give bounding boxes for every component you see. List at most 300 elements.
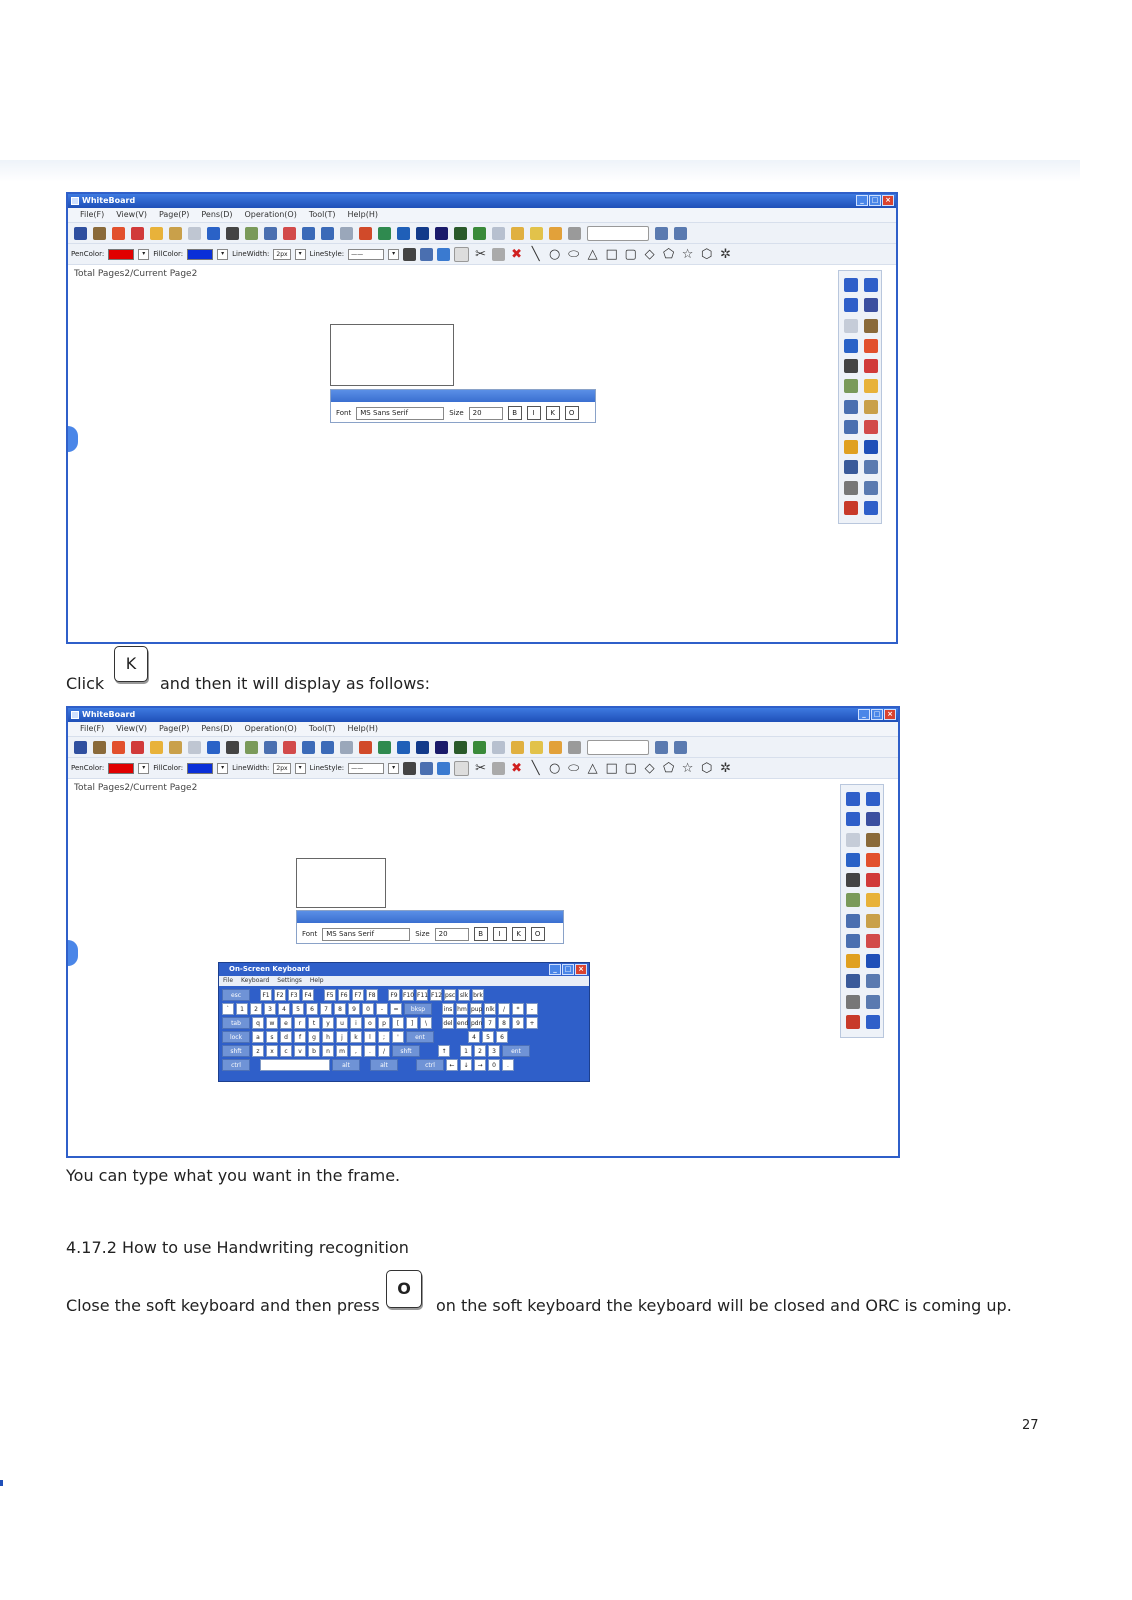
- line-style-dropdown[interactable]: ▾: [388, 763, 399, 774]
- keyboard-key[interactable]: .: [364, 1045, 376, 1057]
- laser-icon[interactable]: [359, 741, 372, 754]
- triangle-icon[interactable]: △: [587, 760, 598, 776]
- keyboard-key[interactable]: F2: [274, 989, 286, 1001]
- keyboard-key[interactable]: /: [498, 1003, 510, 1015]
- gear-shape-icon[interactable]: ✲: [720, 246, 732, 262]
- size-select[interactable]: 20: [435, 928, 469, 941]
- undo-icon[interactable]: [844, 278, 858, 292]
- pen-icon[interactable]: [864, 298, 878, 312]
- keyboard-key[interactable]: ent: [502, 1045, 530, 1057]
- sync-icon[interactable]: [674, 227, 687, 240]
- keyboard-key[interactable]: u: [336, 1017, 348, 1029]
- select-icon[interactable]: [844, 298, 858, 312]
- keyboard-key[interactable]: ]: [406, 1017, 418, 1029]
- keyboard-key[interactable]: slk: [458, 989, 470, 1001]
- keyboard-key[interactable]: pdn: [470, 1017, 482, 1029]
- exit-icon[interactable]: [844, 501, 858, 515]
- font-select[interactable]: MS Sans Serif: [322, 928, 410, 941]
- keyboard-key[interactable]: 8: [334, 1003, 346, 1015]
- new-page-icon[interactable]: [864, 420, 878, 434]
- keyboard-key[interactable]: F12: [430, 989, 442, 1001]
- line-style-select[interactable]: ——: [348, 249, 384, 260]
- keyboard-key[interactable]: 2: [474, 1045, 486, 1057]
- keyboard-key[interactable]: bksp: [404, 1003, 432, 1015]
- search-input[interactable]: [587, 740, 649, 755]
- background-icon[interactable]: [846, 914, 860, 928]
- screen-icon[interactable]: [844, 359, 858, 373]
- diamond-icon[interactable]: ◇: [644, 246, 655, 262]
- keyboard-key[interactable]: ctrl: [416, 1059, 444, 1071]
- keyboard-key[interactable]: h: [322, 1031, 334, 1043]
- new-page-icon[interactable]: [283, 741, 296, 754]
- keyboard-key[interactable]: -: [526, 1003, 538, 1015]
- rounded-rect-icon[interactable]: ▢: [624, 760, 637, 776]
- keyboard-key[interactable]: end: [456, 1017, 468, 1029]
- ellipse-icon[interactable]: ⬭: [568, 760, 580, 776]
- image-icon[interactable]: [844, 379, 858, 393]
- triangle-ruler-icon[interactable]: [530, 741, 543, 754]
- keyboard-key[interactable]: ,: [350, 1045, 362, 1057]
- brush-icon[interactable]: [93, 227, 106, 240]
- rotate-icon[interactable]: [866, 1015, 880, 1029]
- keyboard-key[interactable]: 3: [264, 1003, 276, 1015]
- keyboard-key[interactable]: ': [392, 1031, 404, 1043]
- keyboard-key[interactable]: brk: [472, 989, 484, 1001]
- delete-page-icon[interactable]: [340, 227, 353, 240]
- keyboard-key[interactable]: *: [512, 1003, 524, 1015]
- rect-fill-icon[interactable]: [844, 339, 858, 353]
- new-page-icon[interactable]: [283, 227, 296, 240]
- hexagon-icon[interactable]: ⬡: [700, 246, 713, 262]
- delete-icon[interactable]: ✖: [511, 246, 523, 262]
- edit-icon[interactable]: [420, 248, 433, 261]
- sync-icon[interactable]: [674, 741, 687, 754]
- square-icon[interactable]: □: [605, 760, 618, 776]
- fill-color-dropdown[interactable]: ▾: [217, 249, 228, 260]
- board-icon[interactable]: [416, 227, 429, 240]
- image-icon[interactable]: [245, 741, 258, 754]
- pen-icon[interactable]: [866, 812, 880, 826]
- stamp-icon[interactable]: [437, 762, 450, 775]
- keyboard-menu-keyboard[interactable]: Keyboard: [241, 977, 270, 984]
- font-select[interactable]: MS Sans Serif: [356, 407, 444, 420]
- keyboard-key[interactable]: s: [266, 1031, 278, 1043]
- maximize-button[interactable]: □: [869, 195, 881, 206]
- menu-tool[interactable]: Tool(T): [308, 210, 336, 219]
- side-panel-tab[interactable]: [68, 426, 78, 452]
- keyboard-key[interactable]: 4: [468, 1031, 480, 1043]
- keyboard-key[interactable]: F3: [288, 989, 300, 1001]
- keyboard-key[interactable]: ctrl: [222, 1059, 250, 1071]
- record-icon[interactable]: [397, 227, 410, 240]
- pen-color-swatch[interactable]: [108, 249, 134, 260]
- black-board-icon[interactable]: [435, 227, 448, 240]
- circle-icon[interactable]: ○: [548, 246, 561, 262]
- palette-icon[interactable]: [112, 741, 125, 754]
- keyboard-key[interactable]: o: [364, 1017, 376, 1029]
- keyboard-key[interactable]: x: [266, 1045, 278, 1057]
- side-panel-tab[interactable]: [68, 940, 78, 966]
- keyboard-key[interactable]: 5: [292, 1003, 304, 1015]
- highlighter-icon[interactable]: [150, 741, 163, 754]
- keyboard-key[interactable]: e: [280, 1017, 292, 1029]
- keyboard-key[interactable]: 9: [348, 1003, 360, 1015]
- fill-color-swatch[interactable]: [187, 249, 213, 260]
- keyboard-key[interactable]: +: [526, 1017, 538, 1029]
- italic-button[interactable]: I: [527, 406, 541, 420]
- keyboard-key[interactable]: F1: [260, 989, 272, 1001]
- capture-icon[interactable]: [378, 741, 391, 754]
- menu-operation[interactable]: Operation(O): [244, 724, 297, 733]
- spacebar-key[interactable]: [260, 1059, 330, 1071]
- edit-icon[interactable]: [846, 934, 860, 948]
- keyboard-key[interactable]: 6: [496, 1031, 508, 1043]
- record-icon[interactable]: [397, 741, 410, 754]
- search-input[interactable]: [587, 226, 649, 241]
- keyboard-key[interactable]: F5: [324, 989, 336, 1001]
- keyboard-key[interactable]: 2: [250, 1003, 262, 1015]
- line-width-dropdown[interactable]: ▾: [295, 249, 306, 260]
- keyboard-key[interactable]: z: [252, 1045, 264, 1057]
- keyboard-key[interactable]: 0: [488, 1059, 500, 1071]
- redo-icon[interactable]: [866, 792, 880, 806]
- pen-icon[interactable]: [74, 741, 87, 754]
- prev-page-icon[interactable]: [302, 227, 315, 240]
- keyboard-key[interactable]: n: [322, 1045, 334, 1057]
- delete-icon[interactable]: ✖: [511, 760, 523, 776]
- menu-operation[interactable]: Operation(O): [244, 210, 297, 219]
- keyboard-key[interactable]: q: [252, 1017, 264, 1029]
- text-frame[interactable]: [296, 858, 386, 908]
- star-icon[interactable]: ☆: [681, 760, 694, 776]
- diamond-icon[interactable]: ◇: [644, 760, 655, 776]
- edit-icon[interactable]: [844, 420, 858, 434]
- close-button[interactable]: ×: [882, 195, 894, 206]
- laser-icon[interactable]: [359, 227, 372, 240]
- keyboard-minimize-button[interactable]: _: [549, 964, 561, 975]
- line-width-dropdown[interactable]: ▾: [295, 763, 306, 774]
- next-page-icon[interactable]: [321, 741, 334, 754]
- keyboard-key[interactable]: b: [308, 1045, 320, 1057]
- italic-button[interactable]: I: [493, 927, 507, 941]
- keyboard-key[interactable]: 1: [236, 1003, 248, 1015]
- keyboard-key[interactable]: 7: [484, 1017, 496, 1029]
- keyboard-menu-help[interactable]: Help: [309, 977, 324, 984]
- keyboard-key[interactable]: tab: [222, 1017, 250, 1029]
- pencil-icon[interactable]: [864, 400, 878, 414]
- menu-view[interactable]: View(V): [116, 210, 147, 219]
- palette-icon[interactable]: [112, 227, 125, 240]
- keyboard-key[interactable]: t: [308, 1017, 320, 1029]
- black-board-icon[interactable]: [435, 741, 448, 754]
- highlighter-icon[interactable]: [864, 379, 878, 393]
- ocr-button[interactable]: O: [531, 927, 545, 941]
- copy-icon[interactable]: [454, 761, 469, 776]
- keyboard-key[interactable]: ↓: [460, 1059, 472, 1071]
- paste-icon[interactable]: [492, 248, 505, 261]
- menu-pens[interactable]: Pens(D): [201, 724, 233, 733]
- keyboard-key[interactable]: lock: [222, 1031, 250, 1043]
- menu-file[interactable]: File(F): [80, 210, 105, 219]
- copy-icon[interactable]: [454, 247, 469, 262]
- pencil-icon[interactable]: [169, 741, 182, 754]
- marker-icon[interactable]: [131, 741, 144, 754]
- background-icon[interactable]: [264, 741, 277, 754]
- eraser-icon[interactable]: [188, 741, 201, 754]
- stamp-icon[interactable]: [437, 248, 450, 261]
- keyboard-key[interactable]: F4: [302, 989, 314, 1001]
- keyboard-key[interactable]: a: [252, 1031, 264, 1043]
- keyboard-key[interactable]: ;: [378, 1031, 390, 1043]
- keyboard-key[interactable]: F7: [352, 989, 364, 1001]
- keyboard-key[interactable]: m: [336, 1045, 348, 1057]
- keyboard-key[interactable]: r: [294, 1017, 306, 1029]
- zoom-out-icon[interactable]: [866, 995, 880, 1009]
- marker-icon[interactable]: [131, 227, 144, 240]
- trash-icon[interactable]: [403, 248, 416, 261]
- line-icon[interactable]: ╲: [531, 760, 540, 776]
- keyboard-key[interactable]: 6: [306, 1003, 318, 1015]
- board-icon[interactable]: [416, 741, 429, 754]
- background-icon[interactable]: [264, 227, 277, 240]
- shape-icon[interactable]: [492, 227, 505, 240]
- keyboard-key[interactable]: F6: [338, 989, 350, 1001]
- keyboard-key[interactable]: 5: [482, 1031, 494, 1043]
- pen-color-dropdown[interactable]: ▾: [138, 249, 149, 260]
- square-icon[interactable]: □: [605, 246, 618, 262]
- settings-icon[interactable]: [844, 440, 858, 454]
- keyboard-key[interactable]: F8: [366, 989, 378, 1001]
- highlighter-icon[interactable]: [150, 227, 163, 240]
- keyboard-key[interactable]: k: [350, 1031, 362, 1043]
- keyboard-key[interactable]: c: [280, 1045, 292, 1057]
- keyboard-key[interactable]: F10: [402, 989, 414, 1001]
- delete-page-icon[interactable]: [340, 741, 353, 754]
- keyboard-key[interactable]: f: [294, 1031, 306, 1043]
- brush-icon[interactable]: [93, 741, 106, 754]
- keyboard-button[interactable]: K: [546, 406, 560, 420]
- clock-icon[interactable]: [473, 227, 486, 240]
- keyboard-key[interactable]: 1: [460, 1045, 472, 1057]
- brush-icon[interactable]: [866, 833, 880, 847]
- gear-shape-icon[interactable]: ✲: [720, 760, 732, 776]
- keyboard-key[interactable]: del: [442, 1017, 454, 1029]
- keyboard-key[interactable]: `: [222, 1003, 234, 1015]
- capture-icon[interactable]: [844, 460, 858, 474]
- arrow-icon[interactable]: [454, 741, 467, 754]
- highlighter-icon[interactable]: [866, 893, 880, 907]
- keyboard-key[interactable]: p: [378, 1017, 390, 1029]
- arrow-icon[interactable]: [454, 227, 467, 240]
- keyboard-key[interactable]: alt: [370, 1059, 398, 1071]
- fill-color-swatch[interactable]: [187, 763, 213, 774]
- keyboard-menu-file[interactable]: File: [223, 977, 234, 984]
- settings-icon[interactable]: [846, 954, 860, 968]
- bold-button[interactable]: B: [474, 927, 488, 941]
- prev-page-icon[interactable]: [302, 741, 315, 754]
- keyboard-key[interactable]: l: [364, 1031, 376, 1043]
- keyboard-key[interactable]: ins: [442, 1003, 454, 1015]
- shape-icon[interactable]: [492, 741, 505, 754]
- pen-icon[interactable]: [74, 227, 87, 240]
- close-button[interactable]: ×: [884, 709, 896, 720]
- select-icon[interactable]: [846, 812, 860, 826]
- ocr-button[interactable]: O: [565, 406, 579, 420]
- keyboard-key[interactable]: 7: [320, 1003, 332, 1015]
- circle-icon[interactable]: ○: [548, 760, 561, 776]
- minimize-button[interactable]: _: [856, 195, 868, 206]
- keyboard-key[interactable]: shft: [222, 1045, 250, 1057]
- keyboard-key[interactable]: g: [308, 1031, 320, 1043]
- marker-icon[interactable]: [864, 359, 878, 373]
- keyboard-key[interactable]: F11: [416, 989, 428, 1001]
- eraser-icon[interactable]: [188, 227, 201, 240]
- keyboard-key[interactable]: d: [280, 1031, 292, 1043]
- capture-icon[interactable]: [378, 227, 391, 240]
- keyboard-close-button[interactable]: ×: [575, 964, 587, 975]
- image-icon[interactable]: [245, 227, 258, 240]
- keyboard-key[interactable]: .: [502, 1059, 514, 1071]
- minimize-button[interactable]: _: [858, 709, 870, 720]
- next-page-icon[interactable]: [321, 227, 334, 240]
- keyboard-key[interactable]: ↑: [438, 1045, 450, 1057]
- pentagon-icon[interactable]: ⬠: [662, 246, 675, 262]
- menu-page[interactable]: Page(P): [158, 210, 190, 219]
- hand-icon[interactable]: [846, 995, 860, 1009]
- keyboard-key[interactable]: 0: [362, 1003, 374, 1015]
- zoom-icon[interactable]: [655, 741, 668, 754]
- keyboard-key[interactable]: /: [378, 1045, 390, 1057]
- eraser-icon[interactable]: [846, 833, 860, 847]
- keyboard-key[interactable]: nlk: [484, 1003, 496, 1015]
- menu-help[interactable]: Help(H): [347, 210, 379, 219]
- trash-icon[interactable]: [403, 762, 416, 775]
- keyboard-key[interactable]: j: [336, 1031, 348, 1043]
- keyboard-key[interactable]: psc: [444, 989, 456, 1001]
- keyboard-key[interactable]: →: [474, 1059, 486, 1071]
- line-style-dropdown[interactable]: ▾: [388, 249, 399, 260]
- keyboard-key[interactable]: pup: [470, 1003, 482, 1015]
- keyboard-key[interactable]: alt: [332, 1059, 360, 1071]
- keyboard-key[interactable]: \: [420, 1017, 432, 1029]
- keyboard-menu-settings[interactable]: Settings: [277, 977, 302, 984]
- undo-icon[interactable]: [846, 792, 860, 806]
- new-page-icon[interactable]: [866, 934, 880, 948]
- capture-icon[interactable]: [846, 974, 860, 988]
- triangle-icon[interactable]: △: [587, 246, 598, 262]
- pencil-icon[interactable]: [866, 914, 880, 928]
- screen-icon[interactable]: [846, 873, 860, 887]
- text-frame[interactable]: [330, 324, 454, 386]
- menu-help[interactable]: Help(H): [347, 724, 379, 733]
- keyboard-key[interactable]: ent: [406, 1031, 434, 1043]
- line-style-select[interactable]: ——: [348, 763, 384, 774]
- brush-icon[interactable]: [864, 319, 878, 333]
- keyboard-key[interactable]: esc: [222, 989, 250, 1001]
- protractor-icon[interactable]: [549, 741, 562, 754]
- redo-icon[interactable]: [864, 278, 878, 292]
- palette-icon[interactable]: [864, 339, 878, 353]
- text-icon[interactable]: [864, 440, 878, 454]
- background-icon[interactable]: [844, 400, 858, 414]
- pentagon-icon[interactable]: ⬠: [662, 760, 675, 776]
- keyboard-key[interactable]: =: [390, 1003, 402, 1015]
- image-icon[interactable]: [846, 893, 860, 907]
- hexagon-icon[interactable]: ⬡: [700, 760, 713, 776]
- keyboard-key[interactable]: i: [350, 1017, 362, 1029]
- keyboard-key[interactable]: 4: [278, 1003, 290, 1015]
- rect-fill-icon[interactable]: [207, 227, 220, 240]
- keyboard-key[interactable]: w: [266, 1017, 278, 1029]
- line-width-select[interactable]: 2px: [273, 763, 290, 774]
- protractor-icon[interactable]: [549, 227, 562, 240]
- keyboard-key[interactable]: F9: [388, 989, 400, 1001]
- zoom-in-icon[interactable]: [866, 974, 880, 988]
- star-icon[interactable]: ☆: [681, 246, 694, 262]
- menu-file[interactable]: File(F): [80, 724, 105, 733]
- bold-button[interactable]: B: [508, 406, 522, 420]
- hand-icon[interactable]: [844, 481, 858, 495]
- rounded-rect-icon[interactable]: ▢: [624, 246, 637, 262]
- rect-fill-icon[interactable]: [207, 741, 220, 754]
- eraser-icon[interactable]: [844, 319, 858, 333]
- clock-icon[interactable]: [473, 741, 486, 754]
- ruler-icon[interactable]: [511, 741, 524, 754]
- pen-color-dropdown[interactable]: ▾: [138, 763, 149, 774]
- keyboard-key[interactable]: y: [322, 1017, 334, 1029]
- triangle-ruler-icon[interactable]: [530, 227, 543, 240]
- keyboard-key[interactable]: 9: [512, 1017, 524, 1029]
- menu-view[interactable]: View(V): [116, 724, 147, 733]
- paste-icon[interactable]: [492, 762, 505, 775]
- size-select[interactable]: 20: [469, 407, 503, 420]
- pencil-icon[interactable]: [169, 227, 182, 240]
- cut-icon[interactable]: ✂: [475, 760, 487, 776]
- keyboard-key[interactable]: v: [294, 1045, 306, 1057]
- zoom-icon[interactable]: [655, 227, 668, 240]
- rotate-icon[interactable]: [864, 501, 878, 515]
- keyboard-key[interactable]: -: [376, 1003, 388, 1015]
- keyboard-button[interactable]: K: [512, 927, 526, 941]
- keyboard-key[interactable]: shft: [392, 1045, 420, 1057]
- marker-icon[interactable]: [866, 873, 880, 887]
- zoom-in-icon[interactable]: [864, 460, 878, 474]
- exit-icon[interactable]: [846, 1015, 860, 1029]
- palette-icon[interactable]: [866, 853, 880, 867]
- screen-icon[interactable]: [226, 741, 239, 754]
- text-icon[interactable]: [866, 954, 880, 968]
- pen-color-swatch[interactable]: [108, 763, 134, 774]
- menu-tool[interactable]: Tool(T): [308, 724, 336, 733]
- keyboard-key[interactable]: hm: [456, 1003, 468, 1015]
- ellipse-icon[interactable]: ⬭: [568, 246, 580, 262]
- screen-icon[interactable]: [226, 227, 239, 240]
- keyboard-key[interactable]: ←: [446, 1059, 458, 1071]
- keyboard-maximize-button[interactable]: □: [562, 964, 574, 975]
- keyboard-key[interactable]: 8: [498, 1017, 510, 1029]
- rect-fill-icon[interactable]: [846, 853, 860, 867]
- edit-icon[interactable]: [420, 762, 433, 775]
- compass-icon[interactable]: [568, 227, 581, 240]
- keyboard-key[interactable]: 3: [488, 1045, 500, 1057]
- fill-color-dropdown[interactable]: ▾: [217, 763, 228, 774]
- maximize-button[interactable]: □: [871, 709, 883, 720]
- zoom-out-icon[interactable]: [864, 481, 878, 495]
- cut-icon[interactable]: ✂: [475, 246, 487, 262]
- menu-pens[interactable]: Pens(D): [201, 210, 233, 219]
- ruler-icon[interactable]: [511, 227, 524, 240]
- line-icon[interactable]: ╲: [531, 246, 540, 262]
